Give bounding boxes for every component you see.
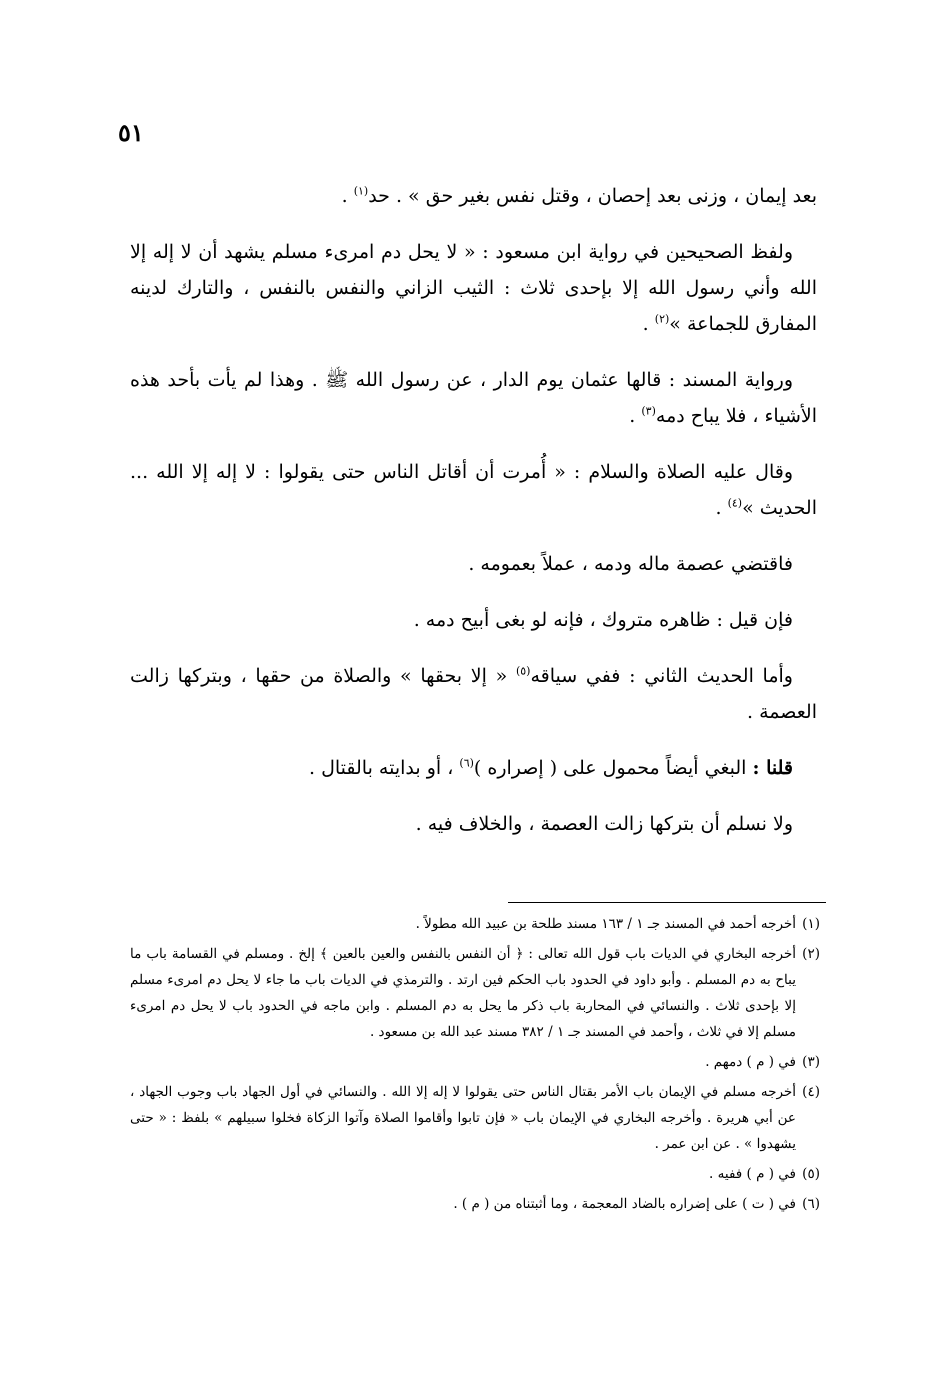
- footnote-ref[interactable]: (٤): [727, 496, 743, 510]
- paragraph-text: ولا نسلم أن بتركها زالت العصمة ، والخلاف فيه .: [415, 813, 793, 835]
- paragraph-2: [130, 234, 817, 342]
- paragraph-8: [130, 750, 817, 786]
- paragraph-end: .: [642, 313, 655, 335]
- paragraph-7: [130, 658, 817, 730]
- footnote-5: [130, 1161, 820, 1187]
- footnote-number: (٣): [802, 1054, 820, 1070]
- paragraph-9: [130, 806, 817, 842]
- paragraph-text: ولفظ الصحيحين في رواية ابن مسعود : « لا يحل دم امرىء مسلم يشهد أن لا إله إلا الله وأني رسول الله إلا بإحدى ثلاث : الثيب الزاني والنفس بالنفس ، والتارك لدينه المفارق للجماعة »: [130, 241, 817, 335]
- paragraph-text: وقال عليه الصلاة والسلام : « أُمرت أن أقاتل الناس حتى يقولوا : لا إله إلا الله ... الحديث »: [130, 461, 817, 519]
- footnote-3: [130, 1049, 820, 1075]
- footnote-number: (٥): [802, 1166, 820, 1182]
- footnote-number: (١): [802, 916, 820, 932]
- paragraph-end: .: [341, 185, 354, 207]
- paragraph-end: ، أو بدايته بالقتال .: [309, 757, 460, 779]
- footnote-number: (٢): [802, 946, 820, 962]
- paragraph-4: [130, 454, 817, 526]
- paragraph-text: فإن قيل : ظاهره متروك ، فإنه لو بغى أبيح دمه .: [413, 609, 793, 631]
- footnote-4: [130, 1079, 820, 1157]
- footnote-6: [130, 1191, 820, 1217]
- footnote-text: أخرجه أحمد في المسند جـ ١ / ١٦٣ مسند طلحة بن عبيد الله مطولاً .: [415, 916, 796, 932]
- footnote-number: (٦): [802, 1196, 820, 1212]
- footnote-ref[interactable]: (١): [353, 184, 369, 198]
- paragraph-text: فاقتضي عصمة ماله ودمه ، عملاً بعمومه .: [468, 553, 793, 575]
- footnote-number: (٤): [802, 1084, 820, 1100]
- footnote-text: في ( ت ) على إضراره بالضاد المعجمة ، وما أثبتناه من ( م ) .: [453, 1196, 796, 1212]
- paragraph-5: [130, 546, 817, 582]
- footnote-ref[interactable]: (٢): [654, 312, 670, 326]
- footnote-text: أخرجه البخاري في الديات باب قول الله تعالى : ﴿ أن النفس بالنفس والعين بالعين ﴾ إلخ . ومسلم في القسامة باب ما يباح به دم المسلم . وأبو داود في الحدود باب الحكم فين ارتد . والترمذي في الديات باب ما جاء لا يحل دم امرىء مسلم إلا بإحدى ثلاث . والنسائي في المحاربة باب ذكر ما يحل به دم المسلم . وابن ماجه في الحدود باب لا يحل دم امرىء مسلم إلا في ثلاث ، وأحمد في المسند جـ ١ / ٣٨٢ مسند عبد الله بن مسعود .: [130, 946, 796, 1040]
- main-text: [130, 178, 817, 862]
- paragraph-end: .: [715, 497, 728, 519]
- paragraph-end: .: [629, 405, 642, 427]
- footnote-divider: [508, 902, 826, 903]
- qulna-label: قلنا :: [752, 757, 793, 779]
- paragraph-end: « إلا بحقها » والصلاة من حقها ، وبتركها زالت العصمة .: [130, 665, 817, 723]
- footnote-ref[interactable]: (٥): [515, 664, 531, 678]
- footnote-text: أخرجه مسلم في الإيمان باب الأمر بقتال الناس حتى يقولوا لا إله إلا الله . والنسائي في أول الجهاد باب وجوب الجهاد ، عن أبي هريرة . وأخرجه البخاري في الإيمان باب « فإن تابوا وأقاموا الصلاة وآتوا الزكاة فخلوا سبيلهم » بلفظ : « حتى يشهدوا » . عن ابن عمر .: [130, 1084, 796, 1152]
- footnote-1: [130, 911, 820, 937]
- footnotes: [130, 911, 820, 1221]
- footnote-text: في ( م ) دمهم .: [705, 1054, 796, 1070]
- footnote-text: في ( م ) ففيه .: [709, 1166, 796, 1182]
- paragraph-6: [130, 602, 817, 638]
- paragraph-text: البغي أيضاً محمول على ( إصراره ): [473, 757, 753, 779]
- paragraph-text: بعد إيمان ، وزنى بعد إحصان ، وقتل نفس بغير حق » . حد: [368, 185, 817, 207]
- paragraph-text: وأما الحديث الثاني : ففي سياقه: [530, 665, 793, 687]
- footnote-2: [130, 941, 820, 1045]
- paragraph-text: ورواية المسند : قالها عثمان يوم الدار ، عن رسول الله ﷺ . وهذا لم يأت بأحد هذه الأشياء ، فلا يباح دمه: [130, 369, 817, 427]
- footnote-ref[interactable]: (٣): [641, 404, 656, 418]
- page-number: ٥١: [118, 118, 144, 147]
- paragraph-3: [130, 362, 817, 434]
- paragraph-1: [130, 178, 817, 214]
- footnote-ref[interactable]: (٦): [459, 756, 474, 770]
